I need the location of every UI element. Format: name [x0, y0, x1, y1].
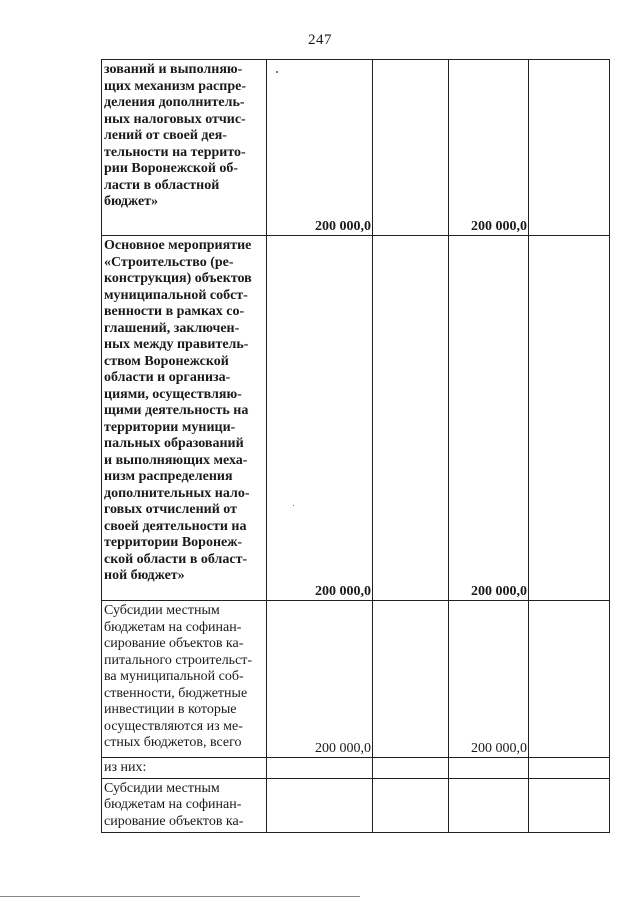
empty-cell: [373, 758, 449, 779]
row-description: Субсидии местным бюджетам на софинан- сирование объектов ка-: [102, 778, 267, 832]
scan-speck: [276, 71, 278, 73]
empty-cell: [529, 236, 610, 601]
empty-cell: [449, 778, 529, 832]
amount-cell: 200 000,0: [449, 60, 529, 236]
empty-cell: [373, 778, 449, 832]
table-row: [102, 601, 610, 758]
empty-cell: [373, 60, 449, 236]
amount-cell: 200 000,0: [449, 601, 529, 758]
scan-speck: [293, 505, 294, 506]
empty-cell: [529, 60, 610, 236]
empty-cell: [529, 778, 610, 832]
empty-cell: [267, 778, 373, 832]
amount-cell: 200 000,0: [267, 236, 373, 601]
row-description: из них:: [102, 758, 267, 779]
row-description: зований и выполняю- щих механизм распре- деления дополнитель- ных налоговых отчис- лений от своей дея- тельности на террито- рии Воронежской об- ласти в областной бюджет»: [102, 60, 267, 236]
scan-edge-line: [0, 896, 360, 897]
amount-cell: 200 000,0: [449, 236, 529, 601]
table-row: [102, 778, 610, 832]
table-row: [102, 60, 610, 236]
amount-cell: 200 000,0: [267, 60, 373, 236]
empty-cell: [373, 236, 449, 601]
empty-cell: [267, 758, 373, 779]
amount-cell: 200 000,0: [267, 601, 373, 758]
empty-cell: [529, 758, 610, 779]
row-description: Субсидии местным бюджетам на софинан- сирование объектов ка- питального строительст- ва муниципальной соб- ственности, бюджетные инвестиции в которые осуществляются из ме- стных бюджетов, всего: [102, 601, 267, 758]
empty-cell: [449, 758, 529, 779]
table-row: [102, 758, 610, 779]
budget-table: [101, 59, 610, 833]
page-number: 247: [308, 32, 332, 48]
empty-cell: [373, 601, 449, 758]
empty-cell: [529, 601, 610, 758]
table-row: [102, 236, 610, 601]
row-description: Основное мероприятие «Строительство (ре- конструкция) объектов муниципальной собст- венности в рамках со- глашений, заключен- ных между правитель- ством Воронежской области и организа- циями, осуществляю- щими деятельность на территории муници- пальных образований и выполняющих меха- низм распределения дополнительных нало- говых отчислений от своей деятельности на территории Воронеж- ской области в област- ной бюджет»: [102, 236, 267, 601]
